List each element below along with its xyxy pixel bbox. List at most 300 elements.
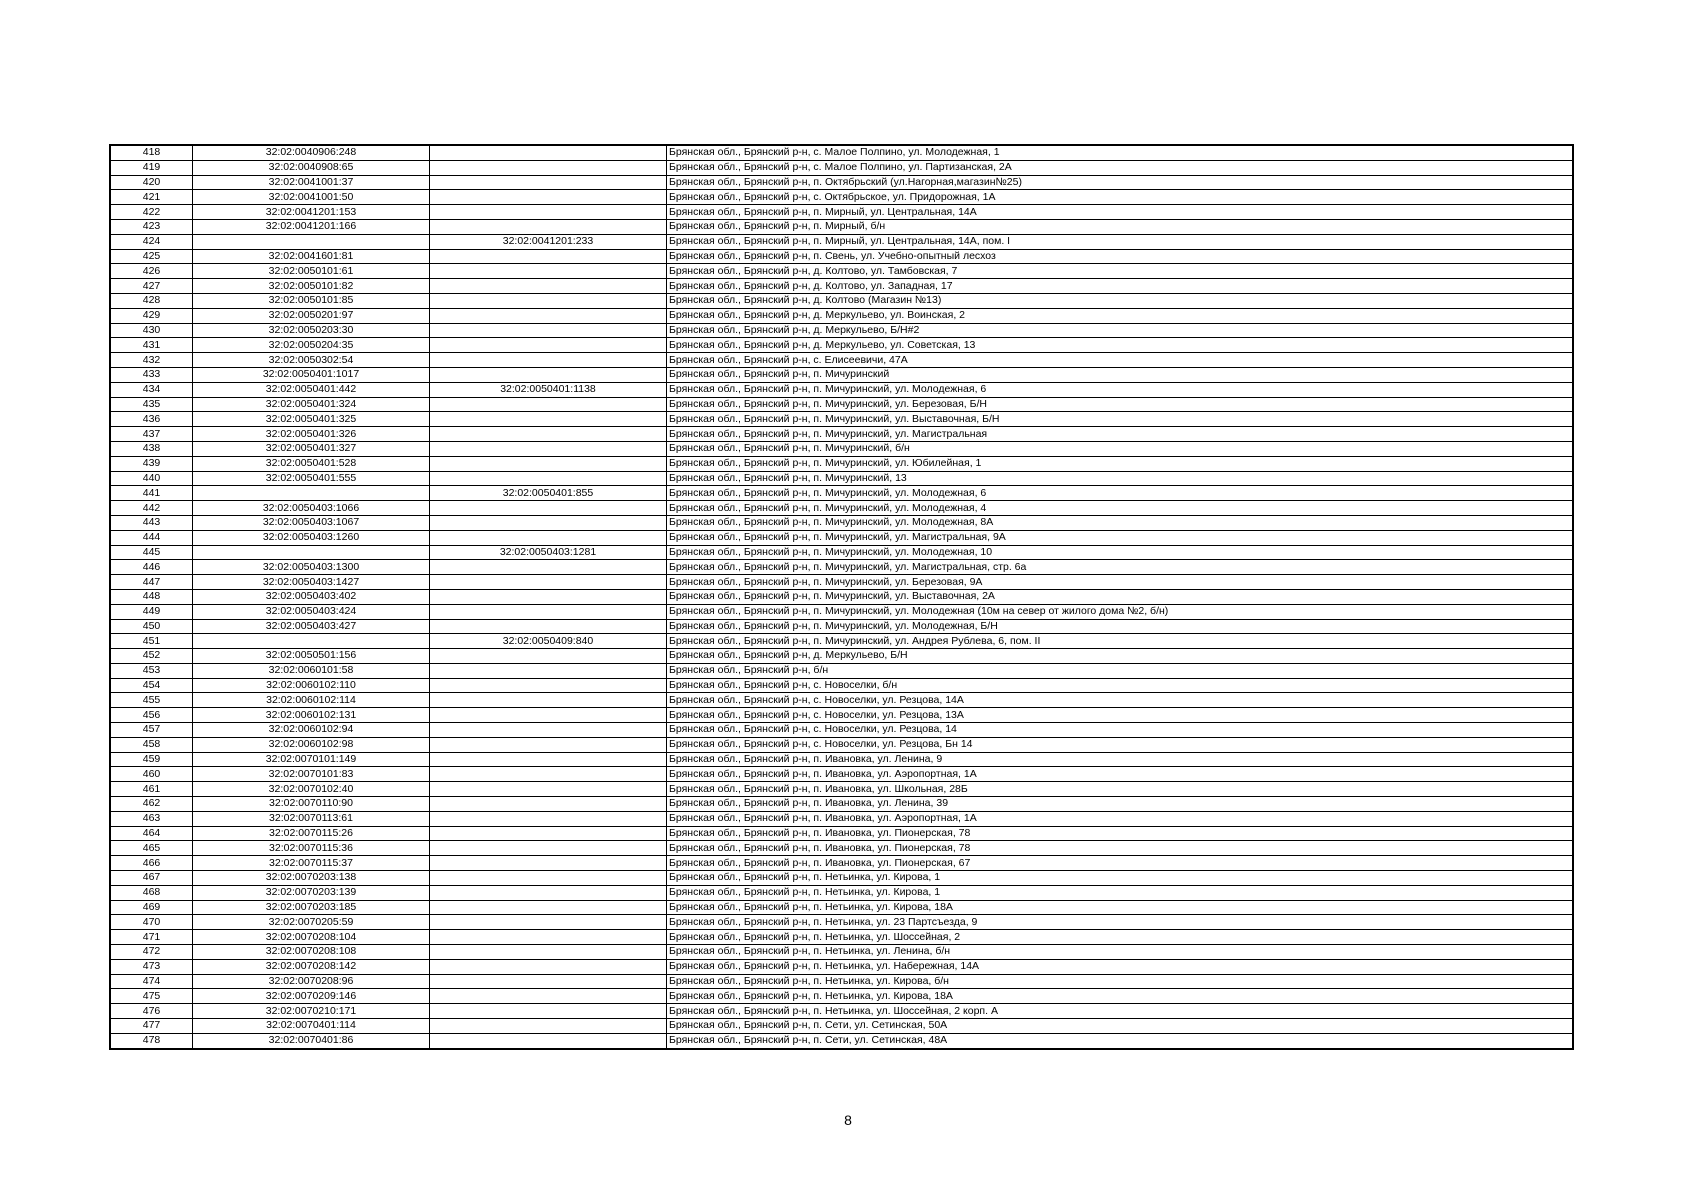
sub-cadastral-number-cell	[430, 604, 667, 619]
address-cell: Брянская обл., Брянский р-н, п. Мичуринский, б/н	[667, 441, 1574, 456]
cadastral-number-cell: 32:02:0050403:1066	[193, 501, 430, 516]
sub-cadastral-number-cell	[430, 856, 667, 871]
table-row	[110, 234, 1573, 249]
cadastral-number-cell: 32:02:0041001:50	[193, 190, 430, 205]
cadastral-number-cell: 32:02:0070210:171	[193, 1004, 430, 1019]
cadastral-number-cell: 32:02:0050403:1260	[193, 530, 430, 545]
address-cell: Брянская обл., Брянский р-н, с. Новоселки, ул. Резцова, 14	[667, 723, 1574, 738]
sub-cadastral-number-cell	[430, 841, 667, 856]
table-row	[110, 1004, 1573, 1019]
address-cell: Брянская обл., Брянский р-н, п. Ивановка, ул. Пионерская, 67	[667, 856, 1574, 871]
table-row	[110, 1019, 1573, 1034]
row-number-cell: 434	[110, 382, 193, 397]
table-row	[110, 930, 1573, 945]
table-row	[110, 797, 1573, 812]
address-cell: Брянская обл., Брянский р-н, п. Сети, ул. Сетинская, 50А	[667, 1019, 1574, 1034]
sub-cadastral-number-cell	[430, 441, 667, 456]
table-row	[110, 619, 1573, 634]
cadastral-number-cell: 32:02:0041001:37	[193, 175, 430, 190]
address-cell: Брянская обл., Брянский р-н, п. Мирный, ул. Центральная, 14А	[667, 205, 1574, 220]
sub-cadastral-number-cell	[430, 900, 667, 915]
table-row	[110, 782, 1573, 797]
row-number-cell: 472	[110, 945, 193, 960]
row-number-cell: 418	[110, 145, 193, 160]
row-number-cell: 447	[110, 575, 193, 590]
cadastral-number-cell: 32:02:0050401:324	[193, 397, 430, 412]
cadastral-number-cell	[193, 634, 430, 649]
cadastral-number-cell: 32:02:0060102:110	[193, 678, 430, 693]
cadastral-number-cell: 32:02:0050101:85	[193, 293, 430, 308]
sub-cadastral-number-cell	[430, 723, 667, 738]
cadastral-number-cell: 32:02:0070203:185	[193, 900, 430, 915]
table-row	[110, 989, 1573, 1004]
row-number-cell: 468	[110, 885, 193, 900]
cadastral-number-cell: 32:02:0050401:327	[193, 441, 430, 456]
row-number-cell: 440	[110, 471, 193, 486]
row-number-cell: 450	[110, 619, 193, 634]
sub-cadastral-number-cell	[430, 456, 667, 471]
sub-cadastral-number-cell	[430, 678, 667, 693]
row-number-cell: 437	[110, 427, 193, 442]
cadastral-number-cell: 32:02:0070208:108	[193, 945, 430, 960]
cadastral-number-cell: 32:02:0070208:142	[193, 959, 430, 974]
address-cell: Брянская обл., Брянский р-н, п. Нетьинка, ул. Шоссейная, 2 корп. А	[667, 1004, 1574, 1019]
address-cell: Брянская обл., Брянский р-н, п. Мичуринский, ул. Андрея Рублева, 6, пом. II	[667, 634, 1574, 649]
sub-cadastral-number-cell: 32:02:0050409:840	[430, 634, 667, 649]
address-cell: Брянская обл., Брянский р-н, п. Мичуринский, 13	[667, 471, 1574, 486]
address-cell: Брянская обл., Брянский р-н, п. Ивановка, ул. Ленина, 39	[667, 797, 1574, 812]
row-number-cell: 419	[110, 160, 193, 175]
table-row	[110, 308, 1573, 323]
address-cell: Брянская обл., Брянский р-н, п. Нетьинка, ул. Кирова, 1	[667, 885, 1574, 900]
cadastral-number-cell: 32:02:0060102:98	[193, 737, 430, 752]
cadastral-number-cell: 32:02:0070115:26	[193, 826, 430, 841]
sub-cadastral-number-cell: 32:02:0050401:855	[430, 486, 667, 501]
row-number-cell: 478	[110, 1033, 193, 1048]
address-cell: Брянская обл., Брянский р-н, п. Сети, ул. Сетинская, 48А	[667, 1033, 1574, 1048]
cadastral-number-cell: 32:02:0050401:555	[193, 471, 430, 486]
row-number-cell: 477	[110, 1019, 193, 1034]
address-cell: Брянская обл., Брянский р-н, п. Ивановка, ул. Пионерская, 78	[667, 826, 1574, 841]
cadastral-number-cell: 32:02:0050403:1427	[193, 575, 430, 590]
cadastral-number-cell: 32:02:0070401:114	[193, 1019, 430, 1034]
sub-cadastral-number-cell	[430, 959, 667, 974]
address-cell: Брянская обл., Брянский р-н, с. Новоселки, ул. Резцова, 13А	[667, 708, 1574, 723]
sub-cadastral-number-cell	[430, 308, 667, 323]
address-cell: Брянская обл., Брянский р-н, п. Октябрьский (ул.Нагорная,магазин№25)	[667, 175, 1574, 190]
table-row	[110, 841, 1573, 856]
cadastral-number-cell	[193, 486, 430, 501]
cadastral-number-cell: 32:02:0050401:1017	[193, 367, 430, 382]
sub-cadastral-number-cell	[430, 205, 667, 220]
table-row	[110, 397, 1573, 412]
sub-cadastral-number-cell	[430, 811, 667, 826]
sub-cadastral-number-cell	[430, 293, 667, 308]
table-row	[110, 752, 1573, 767]
table-row	[110, 1033, 1573, 1048]
table-row	[110, 560, 1573, 575]
cadastral-number-cell: 32:02:0050204:35	[193, 338, 430, 353]
address-cell: Брянская обл., Брянский р-н, п. Нетьинка, ул. Кирова, 18А	[667, 900, 1574, 915]
row-number-cell: 436	[110, 412, 193, 427]
sub-cadastral-number-cell	[430, 279, 667, 294]
row-number-cell: 455	[110, 693, 193, 708]
cadastral-number-cell: 32:02:0050403:424	[193, 604, 430, 619]
sub-cadastral-number-cell	[430, 471, 667, 486]
address-cell: Брянская обл., Брянский р-н, с. Елисеевичи, 47А	[667, 353, 1574, 368]
table-row	[110, 589, 1573, 604]
sub-cadastral-number-cell	[430, 885, 667, 900]
sub-cadastral-number-cell	[430, 767, 667, 782]
address-cell: Брянская обл., Брянский р-н, п. Мичуринский, ул. Юбилейная, 1	[667, 456, 1574, 471]
table-row	[110, 708, 1573, 723]
cadastral-number-cell: 32:02:0040908:65	[193, 160, 430, 175]
cadastral-number-cell: 32:02:0070205:59	[193, 915, 430, 930]
row-number-cell: 456	[110, 708, 193, 723]
address-cell: Брянская обл., Брянский р-н, с. Малое Полпино, ул. Партизанская, 2А	[667, 160, 1574, 175]
sub-cadastral-number-cell	[430, 530, 667, 545]
address-cell: Брянская обл., Брянский р-н, п. Мичуринский, ул. Магистральная, стр. 6а	[667, 560, 1574, 575]
table-row	[110, 826, 1573, 841]
address-cell: Брянская обл., Брянский р-н, д. Меркульево, Б/Н#2	[667, 323, 1574, 338]
table-row	[110, 900, 1573, 915]
sub-cadastral-number-cell	[430, 219, 667, 234]
sub-cadastral-number-cell	[430, 589, 667, 604]
sub-cadastral-number-cell	[430, 515, 667, 530]
cadastral-number-cell: 32:02:0060101:58	[193, 663, 430, 678]
address-cell: Брянская обл., Брянский р-н, с. Новоселки, б/н	[667, 678, 1574, 693]
address-cell: Брянская обл., Брянский р-н, д. Меркульево, ул. Воинская, 2	[667, 308, 1574, 323]
row-number-cell: 438	[110, 441, 193, 456]
address-cell: Брянская обл., Брянский р-н, б/н	[667, 663, 1574, 678]
table-row	[110, 663, 1573, 678]
sub-cadastral-number-cell: 32:02:0050403:1281	[430, 545, 667, 560]
sub-cadastral-number-cell	[430, 323, 667, 338]
address-cell: Брянская обл., Брянский р-н, п. Ивановка, ул. Аэропортная, 1А	[667, 767, 1574, 782]
sub-cadastral-number-cell	[430, 575, 667, 590]
address-cell: Брянская обл., Брянский р-н, п. Мичуринский, ул. Молодежная, Б/Н	[667, 619, 1574, 634]
row-number-cell: 445	[110, 545, 193, 560]
cadastral-number-cell: 32:02:0050101:82	[193, 279, 430, 294]
cadastral-number-cell: 32:02:0050302:54	[193, 353, 430, 368]
address-cell: Брянская обл., Брянский р-н, п. Ивановка, ул. Пионерская, 78	[667, 841, 1574, 856]
sub-cadastral-number-cell	[430, 945, 667, 960]
row-number-cell: 460	[110, 767, 193, 782]
sub-cadastral-number-cell	[430, 338, 667, 353]
table-row	[110, 382, 1573, 397]
sub-cadastral-number-cell	[430, 190, 667, 205]
sub-cadastral-number-cell	[430, 145, 667, 160]
table-row	[110, 293, 1573, 308]
row-number-cell: 453	[110, 663, 193, 678]
table-row	[110, 249, 1573, 264]
row-number-cell: 421	[110, 190, 193, 205]
sub-cadastral-number-cell	[430, 752, 667, 767]
sub-cadastral-number-cell	[430, 264, 667, 279]
cadastral-number-cell: 32:02:0070203:139	[193, 885, 430, 900]
property-table-body	[110, 145, 1573, 1049]
sub-cadastral-number-cell	[430, 1019, 667, 1034]
table-row	[110, 530, 1573, 545]
row-number-cell: 442	[110, 501, 193, 516]
row-number-cell: 465	[110, 841, 193, 856]
row-number-cell: 427	[110, 279, 193, 294]
row-number-cell: 464	[110, 826, 193, 841]
address-cell: Брянская обл., Брянский р-н, п. Мичуринский	[667, 367, 1574, 382]
cadastral-number-cell: 32:02:0041201:166	[193, 219, 430, 234]
address-cell: Брянская обл., Брянский р-н, с. Малое Полпино, ул. Молодежная, 1	[667, 145, 1574, 160]
cadastral-number-cell: 32:02:0040906:248	[193, 145, 430, 160]
address-cell: Брянская обл., Брянский р-н, п. Мичуринский, ул. Молодежная, 6	[667, 486, 1574, 501]
table-row	[110, 175, 1573, 190]
table-row	[110, 456, 1573, 471]
address-cell: Брянская обл., Брянский р-н, п. Мирный, ул. Центральная, 14А, пом. I	[667, 234, 1574, 249]
row-number-cell: 439	[110, 456, 193, 471]
row-number-cell: 423	[110, 219, 193, 234]
table-row	[110, 205, 1573, 220]
address-cell: Брянская обл., Брянский р-н, с. Октябрьское, ул. Придорожная, 1А	[667, 190, 1574, 205]
address-cell: Брянская обл., Брянский р-н, п. Мичуринский, ул. Молодежная, 8А	[667, 515, 1574, 530]
cadastral-number-cell	[193, 234, 430, 249]
cadastral-number-cell: 32:02:0050501:156	[193, 649, 430, 664]
sub-cadastral-number-cell	[430, 915, 667, 930]
sub-cadastral-number-cell	[430, 560, 667, 575]
table-row	[110, 160, 1573, 175]
row-number-cell: 467	[110, 871, 193, 886]
address-cell: Брянская обл., Брянский р-н, п. Мичуринский, ул. Выставочная, 2А	[667, 589, 1574, 604]
table-row	[110, 471, 1573, 486]
row-number-cell: 448	[110, 589, 193, 604]
row-number-cell: 463	[110, 811, 193, 826]
row-number-cell: 475	[110, 989, 193, 1004]
address-cell: Брянская обл., Брянский р-н, п. Мичуринский, ул. Магистральная	[667, 427, 1574, 442]
cadastral-number-cell: 32:02:0050101:61	[193, 264, 430, 279]
cadastral-number-cell: 32:02:0070101:83	[193, 767, 430, 782]
row-number-cell: 457	[110, 723, 193, 738]
table-row	[110, 856, 1573, 871]
table-row	[110, 427, 1573, 442]
sub-cadastral-number-cell	[430, 797, 667, 812]
table-row	[110, 604, 1573, 619]
table-row	[110, 885, 1573, 900]
table-row	[110, 959, 1573, 974]
sub-cadastral-number-cell	[430, 708, 667, 723]
row-number-cell: 476	[110, 1004, 193, 1019]
table-row	[110, 264, 1573, 279]
cadastral-number-cell: 32:02:0041601:81	[193, 249, 430, 264]
address-cell: Брянская обл., Брянский р-н, п. Мичуринский, ул. Молодежная (10м на север от жилого дома №2, б/н)	[667, 604, 1574, 619]
sub-cadastral-number-cell	[430, 782, 667, 797]
cadastral-number-cell: 32:02:0050401:442	[193, 382, 430, 397]
address-cell: Брянская обл., Брянский р-н, п. Нетьинка, ул. Кирова, 18А	[667, 989, 1574, 1004]
row-number-cell: 431	[110, 338, 193, 353]
row-number-cell: 422	[110, 205, 193, 220]
cadastral-number-cell: 32:02:0070101:149	[193, 752, 430, 767]
sub-cadastral-number-cell	[430, 871, 667, 886]
address-cell: Брянская обл., Брянский р-н, п. Нетьинка, ул. Кирова, 1	[667, 871, 1574, 886]
table-row	[110, 515, 1573, 530]
table-row	[110, 575, 1573, 590]
sub-cadastral-number-cell	[430, 974, 667, 989]
row-number-cell: 433	[110, 367, 193, 382]
cadastral-number-cell: 32:02:0060102:94	[193, 723, 430, 738]
row-number-cell: 420	[110, 175, 193, 190]
sub-cadastral-number-cell	[430, 930, 667, 945]
cadastral-number-cell: 32:02:0070208:96	[193, 974, 430, 989]
row-number-cell: 444	[110, 530, 193, 545]
row-number-cell: 473	[110, 959, 193, 974]
table-row	[110, 634, 1573, 649]
row-number-cell: 474	[110, 974, 193, 989]
cadastral-number-cell: 32:02:0050401:528	[193, 456, 430, 471]
address-cell: Брянская обл., Брянский р-н, п. Нетьинка, ул. Кирова, б/н	[667, 974, 1574, 989]
table-row	[110, 501, 1573, 516]
cadastral-number-cell: 32:02:0070110:90	[193, 797, 430, 812]
sub-cadastral-number-cell	[430, 1004, 667, 1019]
sub-cadastral-number-cell: 32:02:0050401:1138	[430, 382, 667, 397]
row-number-cell: 459	[110, 752, 193, 767]
table-row	[110, 190, 1573, 205]
address-cell: Брянская обл., Брянский р-н, д. Колтово, ул. Западная, 17	[667, 279, 1574, 294]
address-cell: Брянская обл., Брянский р-н, п. Мирный, б/н	[667, 219, 1574, 234]
sub-cadastral-number-cell	[430, 663, 667, 678]
row-number-cell: 435	[110, 397, 193, 412]
table-row	[110, 412, 1573, 427]
table-row	[110, 279, 1573, 294]
cadastral-number-cell: 32:02:0060102:114	[193, 693, 430, 708]
address-cell: Брянская обл., Брянский р-н, п. Ивановка, ул. Школьная, 28Б	[667, 782, 1574, 797]
table-row	[110, 871, 1573, 886]
cadastral-number-cell: 32:02:0070115:37	[193, 856, 430, 871]
sub-cadastral-number-cell	[430, 989, 667, 1004]
address-cell: Брянская обл., Брянский р-н, с. Новоселки, ул. Резцова, Бн 14	[667, 737, 1574, 752]
table-row	[110, 945, 1573, 960]
row-number-cell: 471	[110, 930, 193, 945]
table-row	[110, 915, 1573, 930]
table-row	[110, 649, 1573, 664]
cadastral-number-cell: 32:02:0070102:40	[193, 782, 430, 797]
cadastral-number-cell: 32:02:0041201:153	[193, 205, 430, 220]
table-row	[110, 145, 1573, 160]
cadastral-number-cell: 32:02:0070203:138	[193, 871, 430, 886]
sub-cadastral-number-cell	[430, 737, 667, 752]
cadastral-number-cell: 32:02:0050403:402	[193, 589, 430, 604]
table-row	[110, 486, 1573, 501]
sub-cadastral-number-cell	[430, 649, 667, 664]
row-number-cell: 469	[110, 900, 193, 915]
sub-cadastral-number-cell	[430, 353, 667, 368]
cadastral-number-cell: 32:02:0070115:36	[193, 841, 430, 856]
cadastral-number-cell: 32:02:0050203:30	[193, 323, 430, 338]
address-cell: Брянская обл., Брянский р-н, п. Нетьинка, ул. Набережная, 14А	[667, 959, 1574, 974]
row-number-cell: 449	[110, 604, 193, 619]
address-cell: Брянская обл., Брянский р-н, д. Колтово (Магазин №13)	[667, 293, 1574, 308]
row-number-cell: 446	[110, 560, 193, 575]
cadastral-number-cell: 32:02:0050401:325	[193, 412, 430, 427]
sub-cadastral-number-cell	[430, 619, 667, 634]
sub-cadastral-number-cell	[430, 1033, 667, 1048]
row-number-cell: 425	[110, 249, 193, 264]
table-row	[110, 353, 1573, 368]
row-number-cell: 452	[110, 649, 193, 664]
cadastral-number-cell: 32:02:0070113:61	[193, 811, 430, 826]
sub-cadastral-number-cell: 32:02:0041201:233	[430, 234, 667, 249]
sub-cadastral-number-cell	[430, 826, 667, 841]
address-cell: Брянская обл., Брянский р-н, п. Мичуринский, ул. Молодежная, 10	[667, 545, 1574, 560]
address-cell: Брянская обл., Брянский р-н, с. Новоселки, ул. Резцова, 14А	[667, 693, 1574, 708]
cadastral-number-cell: 32:02:0070209:146	[193, 989, 430, 1004]
row-number-cell: 424	[110, 234, 193, 249]
row-number-cell: 462	[110, 797, 193, 812]
address-cell: Брянская обл., Брянский р-н, п. Мичуринский, ул. Выставочная, Б/Н	[667, 412, 1574, 427]
table-row	[110, 693, 1573, 708]
sub-cadastral-number-cell	[430, 175, 667, 190]
cadastral-number-cell: 32:02:0050403:427	[193, 619, 430, 634]
row-number-cell: 451	[110, 634, 193, 649]
sub-cadastral-number-cell	[430, 427, 667, 442]
address-cell: Брянская обл., Брянский р-н, п. Нетьинка, ул. Шоссейная, 2	[667, 930, 1574, 945]
cadastral-number-cell	[193, 545, 430, 560]
property-table	[109, 144, 1574, 1050]
sub-cadastral-number-cell	[430, 160, 667, 175]
row-number-cell: 470	[110, 915, 193, 930]
address-cell: Брянская обл., Брянский р-н, д. Меркульево, Б/Н	[667, 649, 1574, 664]
table-row	[110, 678, 1573, 693]
table-row	[110, 219, 1573, 234]
row-number-cell: 458	[110, 737, 193, 752]
cadastral-number-cell: 32:02:0050201:97	[193, 308, 430, 323]
address-cell: Брянская обл., Брянский р-н, п. Свень, ул. Учебно-опытный лесхоз	[667, 249, 1574, 264]
row-number-cell: 426	[110, 264, 193, 279]
table-row	[110, 811, 1573, 826]
row-number-cell: 428	[110, 293, 193, 308]
table-row	[110, 974, 1573, 989]
table-row	[110, 441, 1573, 456]
address-cell: Брянская обл., Брянский р-н, п. Мичуринский, ул. Молодежная, 4	[667, 501, 1574, 516]
table-row	[110, 323, 1573, 338]
address-cell: Брянская обл., Брянский р-н, п. Нетьинка, ул. Ленина, б/н	[667, 945, 1574, 960]
table-row	[110, 338, 1573, 353]
address-cell: Брянская обл., Брянский р-н, п. Мичуринский, ул. Березовая, 9А	[667, 575, 1574, 590]
cadastral-number-cell: 32:02:0050403:1300	[193, 560, 430, 575]
row-number-cell: 443	[110, 515, 193, 530]
sub-cadastral-number-cell	[430, 367, 667, 382]
cadastral-number-cell: 32:02:0050401:326	[193, 427, 430, 442]
address-cell: Брянская обл., Брянский р-н, п. Мичуринский, ул. Магистральная, 9А	[667, 530, 1574, 545]
sub-cadastral-number-cell	[430, 397, 667, 412]
cadastral-number-cell: 32:02:0060102:131	[193, 708, 430, 723]
row-number-cell: 432	[110, 353, 193, 368]
row-number-cell: 441	[110, 486, 193, 501]
address-cell: Брянская обл., Брянский р-н, д. Меркульево, ул. Советская, 13	[667, 338, 1574, 353]
cadastral-number-cell: 32:02:0050403:1067	[193, 515, 430, 530]
cadastral-number-cell: 32:02:0070401:86	[193, 1033, 430, 1048]
table-row	[110, 367, 1573, 382]
address-cell: Брянская обл., Брянский р-н, п. Мичуринский, ул. Березовая, Б/Н	[667, 397, 1574, 412]
table-row	[110, 723, 1573, 738]
sub-cadastral-number-cell	[430, 412, 667, 427]
table-row	[110, 545, 1573, 560]
row-number-cell: 466	[110, 856, 193, 871]
row-number-cell: 429	[110, 308, 193, 323]
row-number-cell: 454	[110, 678, 193, 693]
table-row	[110, 737, 1573, 752]
cadastral-number-cell: 32:02:0070208:104	[193, 930, 430, 945]
address-cell: Брянская обл., Брянский р-н, п. Ивановка, ул. Ленина, 9	[667, 752, 1574, 767]
row-number-cell: 461	[110, 782, 193, 797]
address-cell: Брянская обл., Брянский р-н, д. Колтово, ул. Тамбовская, 7	[667, 264, 1574, 279]
sub-cadastral-number-cell	[430, 501, 667, 516]
